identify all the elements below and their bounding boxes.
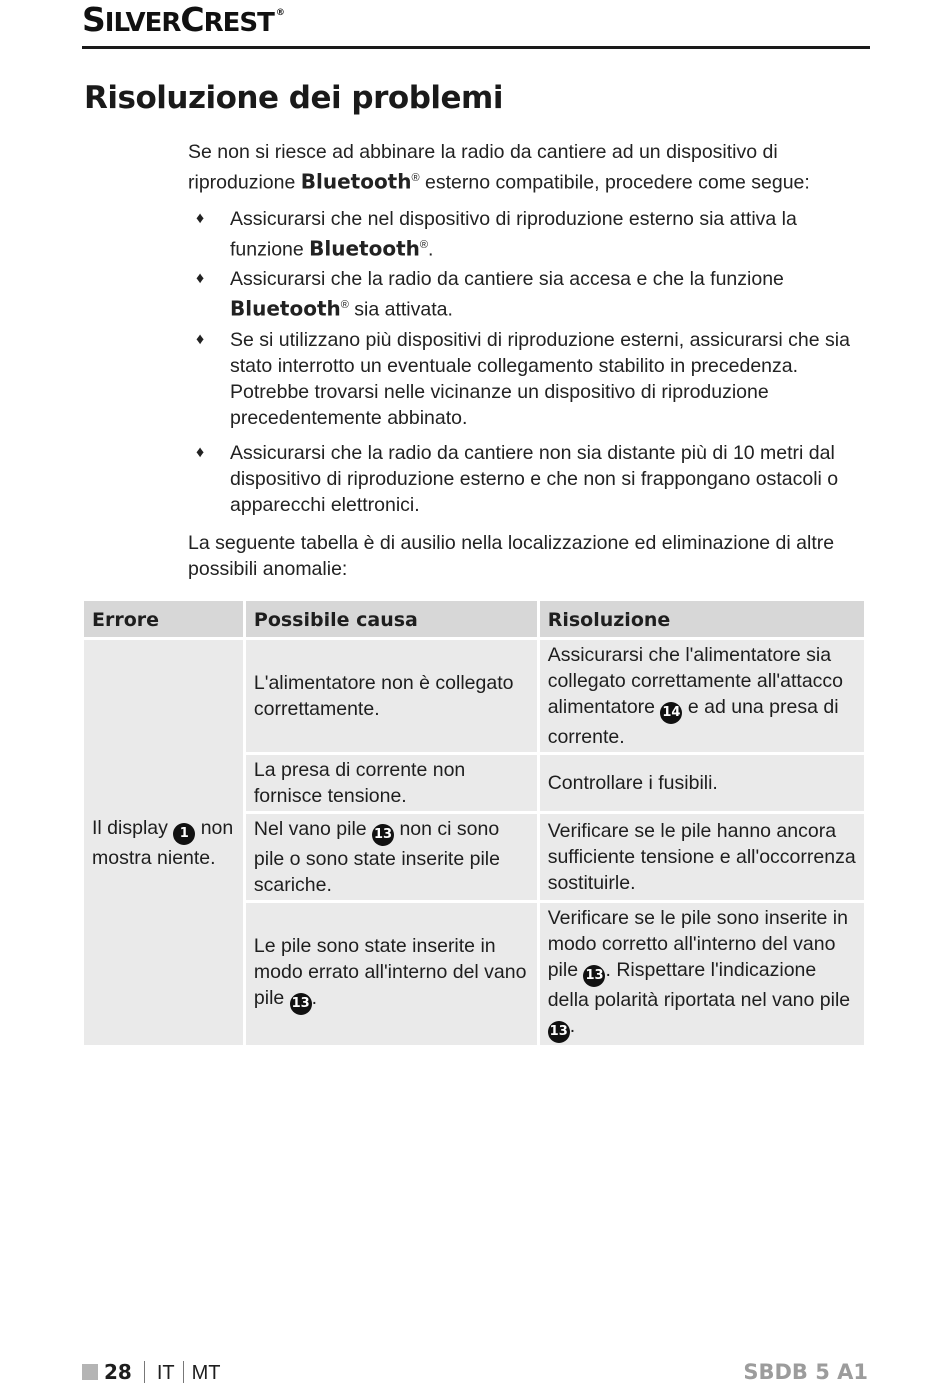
solution-cell: Verificare se le pile hanno ancora sufficiente tensione e all'occorrenza sostituirle. <box>540 814 864 900</box>
intro-paragraph: Se non si riesce ad abbinare la radio da cantiere ad un dispositivo di riproduzione Bluetooth® esterno compatibile, procedere come segue: <box>188 141 810 194</box>
solution-cell: Verificare se le pile sono inserite in modo corretto all'interno del vano pile 13 . Rispettare l'indicazione della polarità riportata nel vano pile 13 . <box>540 903 864 1045</box>
table-header-row <box>84 601 864 637</box>
page-footer <box>82 1360 221 1385</box>
cause-cell: L'alimentatore non è collegato correttamente. <box>246 640 537 752</box>
bullet-diamond-icon: ♦ <box>196 444 205 461</box>
cause-cell: La presa di corrente non fornisce tensione. <box>246 755 537 811</box>
bullet-diamond-icon: ♦ <box>196 210 205 227</box>
brand-logo: SILVERCREST ® <box>82 0 284 39</box>
cause-cell: Le pile sono state inserite in modo errato all'interno del vano pile 13 . <box>246 903 537 1045</box>
solution-cell: Controllare i fusibili. <box>540 755 864 811</box>
callout-number-icon: 13 <box>290 993 312 1015</box>
callout-number-icon: 13 <box>372 824 394 846</box>
error-cell: Il display 1 non mostra niente. <box>84 640 243 1045</box>
callout-number-icon: 13 <box>548 1021 570 1043</box>
page-number: 28 <box>104 1360 132 1384</box>
page-title: Risoluzione dei problemi <box>84 80 503 116</box>
callout-number-icon: 14 <box>660 702 682 724</box>
footer-divider <box>183 1361 184 1383</box>
callout-number-icon: 1 <box>173 823 195 845</box>
language-it: IT <box>156 1362 175 1384</box>
language-mt: MT <box>191 1362 221 1384</box>
page-square-icon <box>82 1364 98 1380</box>
bullet-diamond-icon: ♦ <box>196 331 205 348</box>
header-solution: Risoluzione <box>540 601 864 637</box>
bullet-diamond-icon: ♦ <box>196 270 205 287</box>
callout-number-icon: 13 <box>583 965 605 987</box>
troubleshooting-table <box>81 598 867 1048</box>
footer-divider <box>144 1361 145 1383</box>
table-intro: La seguente tabella è di ausilio nella localizzazione ed eliminazione di altre possibili anomalie: <box>188 532 835 580</box>
solution-cell: Assicurarsi che l'alimentatore sia collegato correttamente all'attacco alimentatore 14 e ad una presa di corrente. <box>540 640 864 752</box>
header-rule <box>82 46 870 49</box>
cause-cell: Nel vano pile 13 non ci sono pile o sono state inserite pile scariche. <box>246 814 537 900</box>
header-cause: Possibile causa <box>246 601 537 637</box>
model-number: SBDB 5 A1 <box>743 1360 868 1384</box>
table-row <box>84 640 864 752</box>
header-error: Errore <box>84 601 243 637</box>
